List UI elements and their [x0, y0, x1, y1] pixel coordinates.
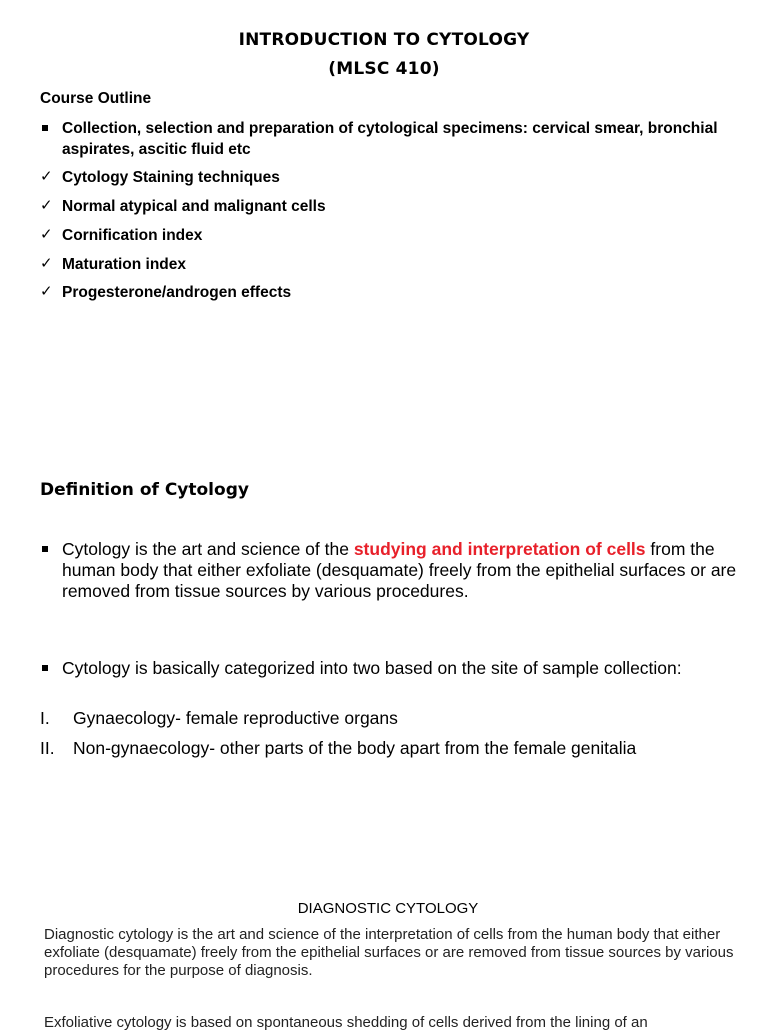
course-code: (MLSC 410) — [328, 59, 440, 79]
highlighted-phrase: studying and interpretation of cells — [353, 539, 646, 559]
roman-numeral: II. — [40, 738, 55, 758]
square-bullet-icon — [42, 546, 48, 552]
diagnostic-paragraph: Diagnostic cytology is the art and science of the interpretation of cells from the human body that either exfoliate (desquamate) freely from the epithelial surfaces or are removed from tissue sources by various procedures for the purpose of diagnosis. — [44, 926, 734, 979]
checkmark-icon: ✓ — [40, 167, 53, 185]
outline-item — [40, 167, 740, 188]
definition-paragraph — [40, 539, 740, 602]
definition-heading: Definition of Cytology — [40, 480, 249, 500]
outline-item — [40, 225, 740, 246]
category-item — [40, 738, 740, 759]
outline-item-text: Progesterone/androgen effects — [62, 284, 292, 301]
outline-item-text: Maturation index — [62, 256, 187, 273]
outline-item-text: Cytology Staining techniques — [62, 169, 280, 186]
square-bullet-icon — [42, 125, 48, 131]
category-text: Non-gynaecology- other parts of the body apart from the female genitalia — [73, 738, 637, 758]
checkmark-icon: ✓ — [40, 282, 53, 300]
checkmark-icon: ✓ — [40, 196, 53, 214]
course-outline-label: Course Outline — [40, 90, 152, 107]
definition-text — [62, 539, 740, 602]
outline-item — [40, 282, 740, 303]
outline-item — [40, 254, 740, 275]
outline-item — [40, 118, 740, 160]
document-title: INTRODUCTION TO CYTOLOGY — [238, 30, 530, 50]
categories-paragraph — [40, 658, 740, 679]
definition-text-end: from the human body that either exfoliate (desquamate) freely from the epithelial surfaces or are removed from tissue sources by various procedures. — [62, 539, 737, 601]
checkmark-icon: ✓ — [40, 225, 53, 243]
outline-item-text: Cornification index — [62, 227, 203, 244]
categories-text: Cytology is basically categorized into two based on the site of sample collection: — [62, 658, 682, 678]
category-text: Gynaecology- female reproductive organs — [73, 708, 398, 728]
outline-item-text: Normal atypical and malignant cells — [62, 198, 326, 215]
definition-text-start: Cytology is the art and science of the — [62, 539, 354, 559]
outline-item-text: Collection, selection and preparation of cytological specimens: cervical smear, bronchial aspirates, ascitic fluid etc — [62, 120, 718, 158]
category-item — [40, 708, 740, 729]
exfoliative-paragraph: Exfoliative cytology is based on spontaneous shedding of cells derived from the lining of an — [44, 1014, 648, 1031]
square-bullet-icon — [42, 665, 48, 671]
roman-numeral: I. — [40, 708, 50, 728]
diagnostic-heading: DIAGNOSTIC CYTOLOGY — [297, 900, 479, 917]
outline-item — [40, 196, 740, 217]
checkmark-icon: ✓ — [40, 254, 53, 272]
